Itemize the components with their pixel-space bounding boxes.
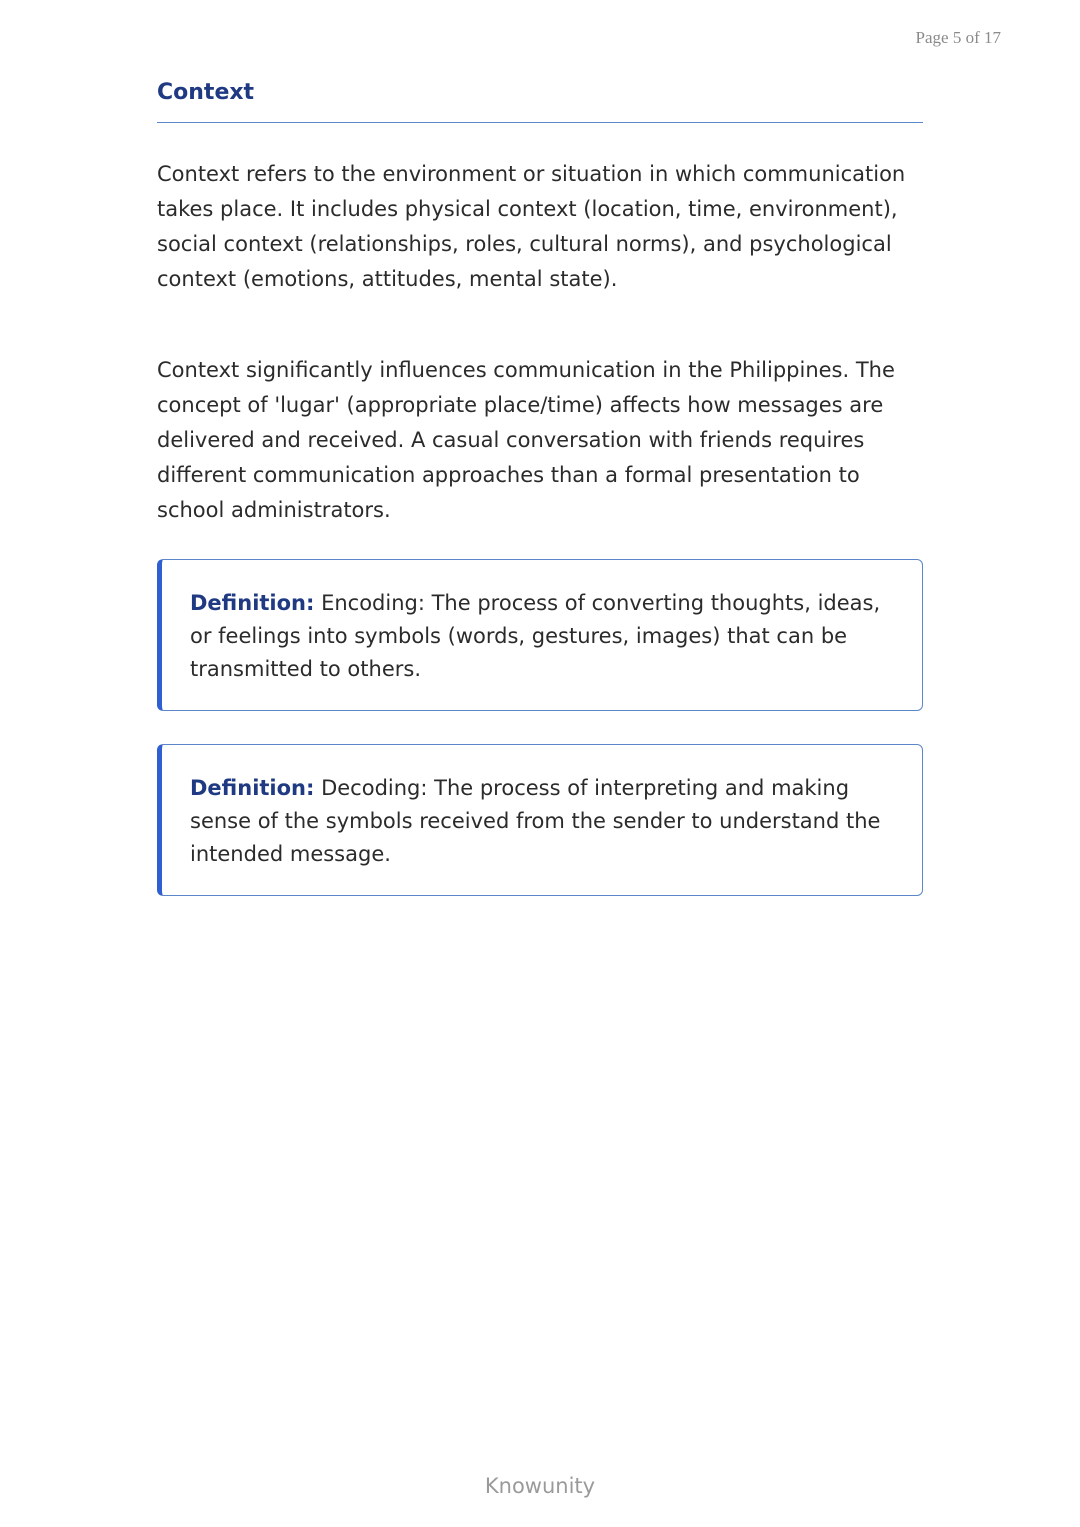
page-number: Page 5 of 17 xyxy=(915,28,1001,47)
footer-brand: Knowunity xyxy=(484,1474,596,1498)
definition-text xyxy=(190,772,894,871)
definition-box-encoding xyxy=(157,559,923,711)
definition-text xyxy=(190,587,894,686)
title-divider xyxy=(157,122,923,123)
definition-label: Definition: xyxy=(190,776,315,800)
definition-label: Definition: xyxy=(190,591,315,615)
paragraph-context-philippines: Context significantly influences communication in the Philippines. The concept of 'lugar' (appropriate place/time) affects how messages are delivered and received. A casual conversation with friends requires different communication approaches than a formal presentation to school administrators. xyxy=(157,358,895,522)
definition-body: Decoding: The process of interpreting and making sense of the symbols received from the sender to understand the intended message. xyxy=(190,776,881,866)
definition-body: Encoding: The process of converting thoughts, ideas, or feelings into symbols (words, gestures, images) that can be transmitted to others. xyxy=(190,591,881,681)
paragraph-context-definition: Context refers to the environment or situation in which communication takes place. It includes physical context (location, time, environment), social context (relationships, roles, cultural norms), and psychological context (emotions, attitudes, mental state). xyxy=(157,162,906,291)
section-title: Context xyxy=(157,80,255,105)
definition-box-decoding xyxy=(157,744,923,896)
